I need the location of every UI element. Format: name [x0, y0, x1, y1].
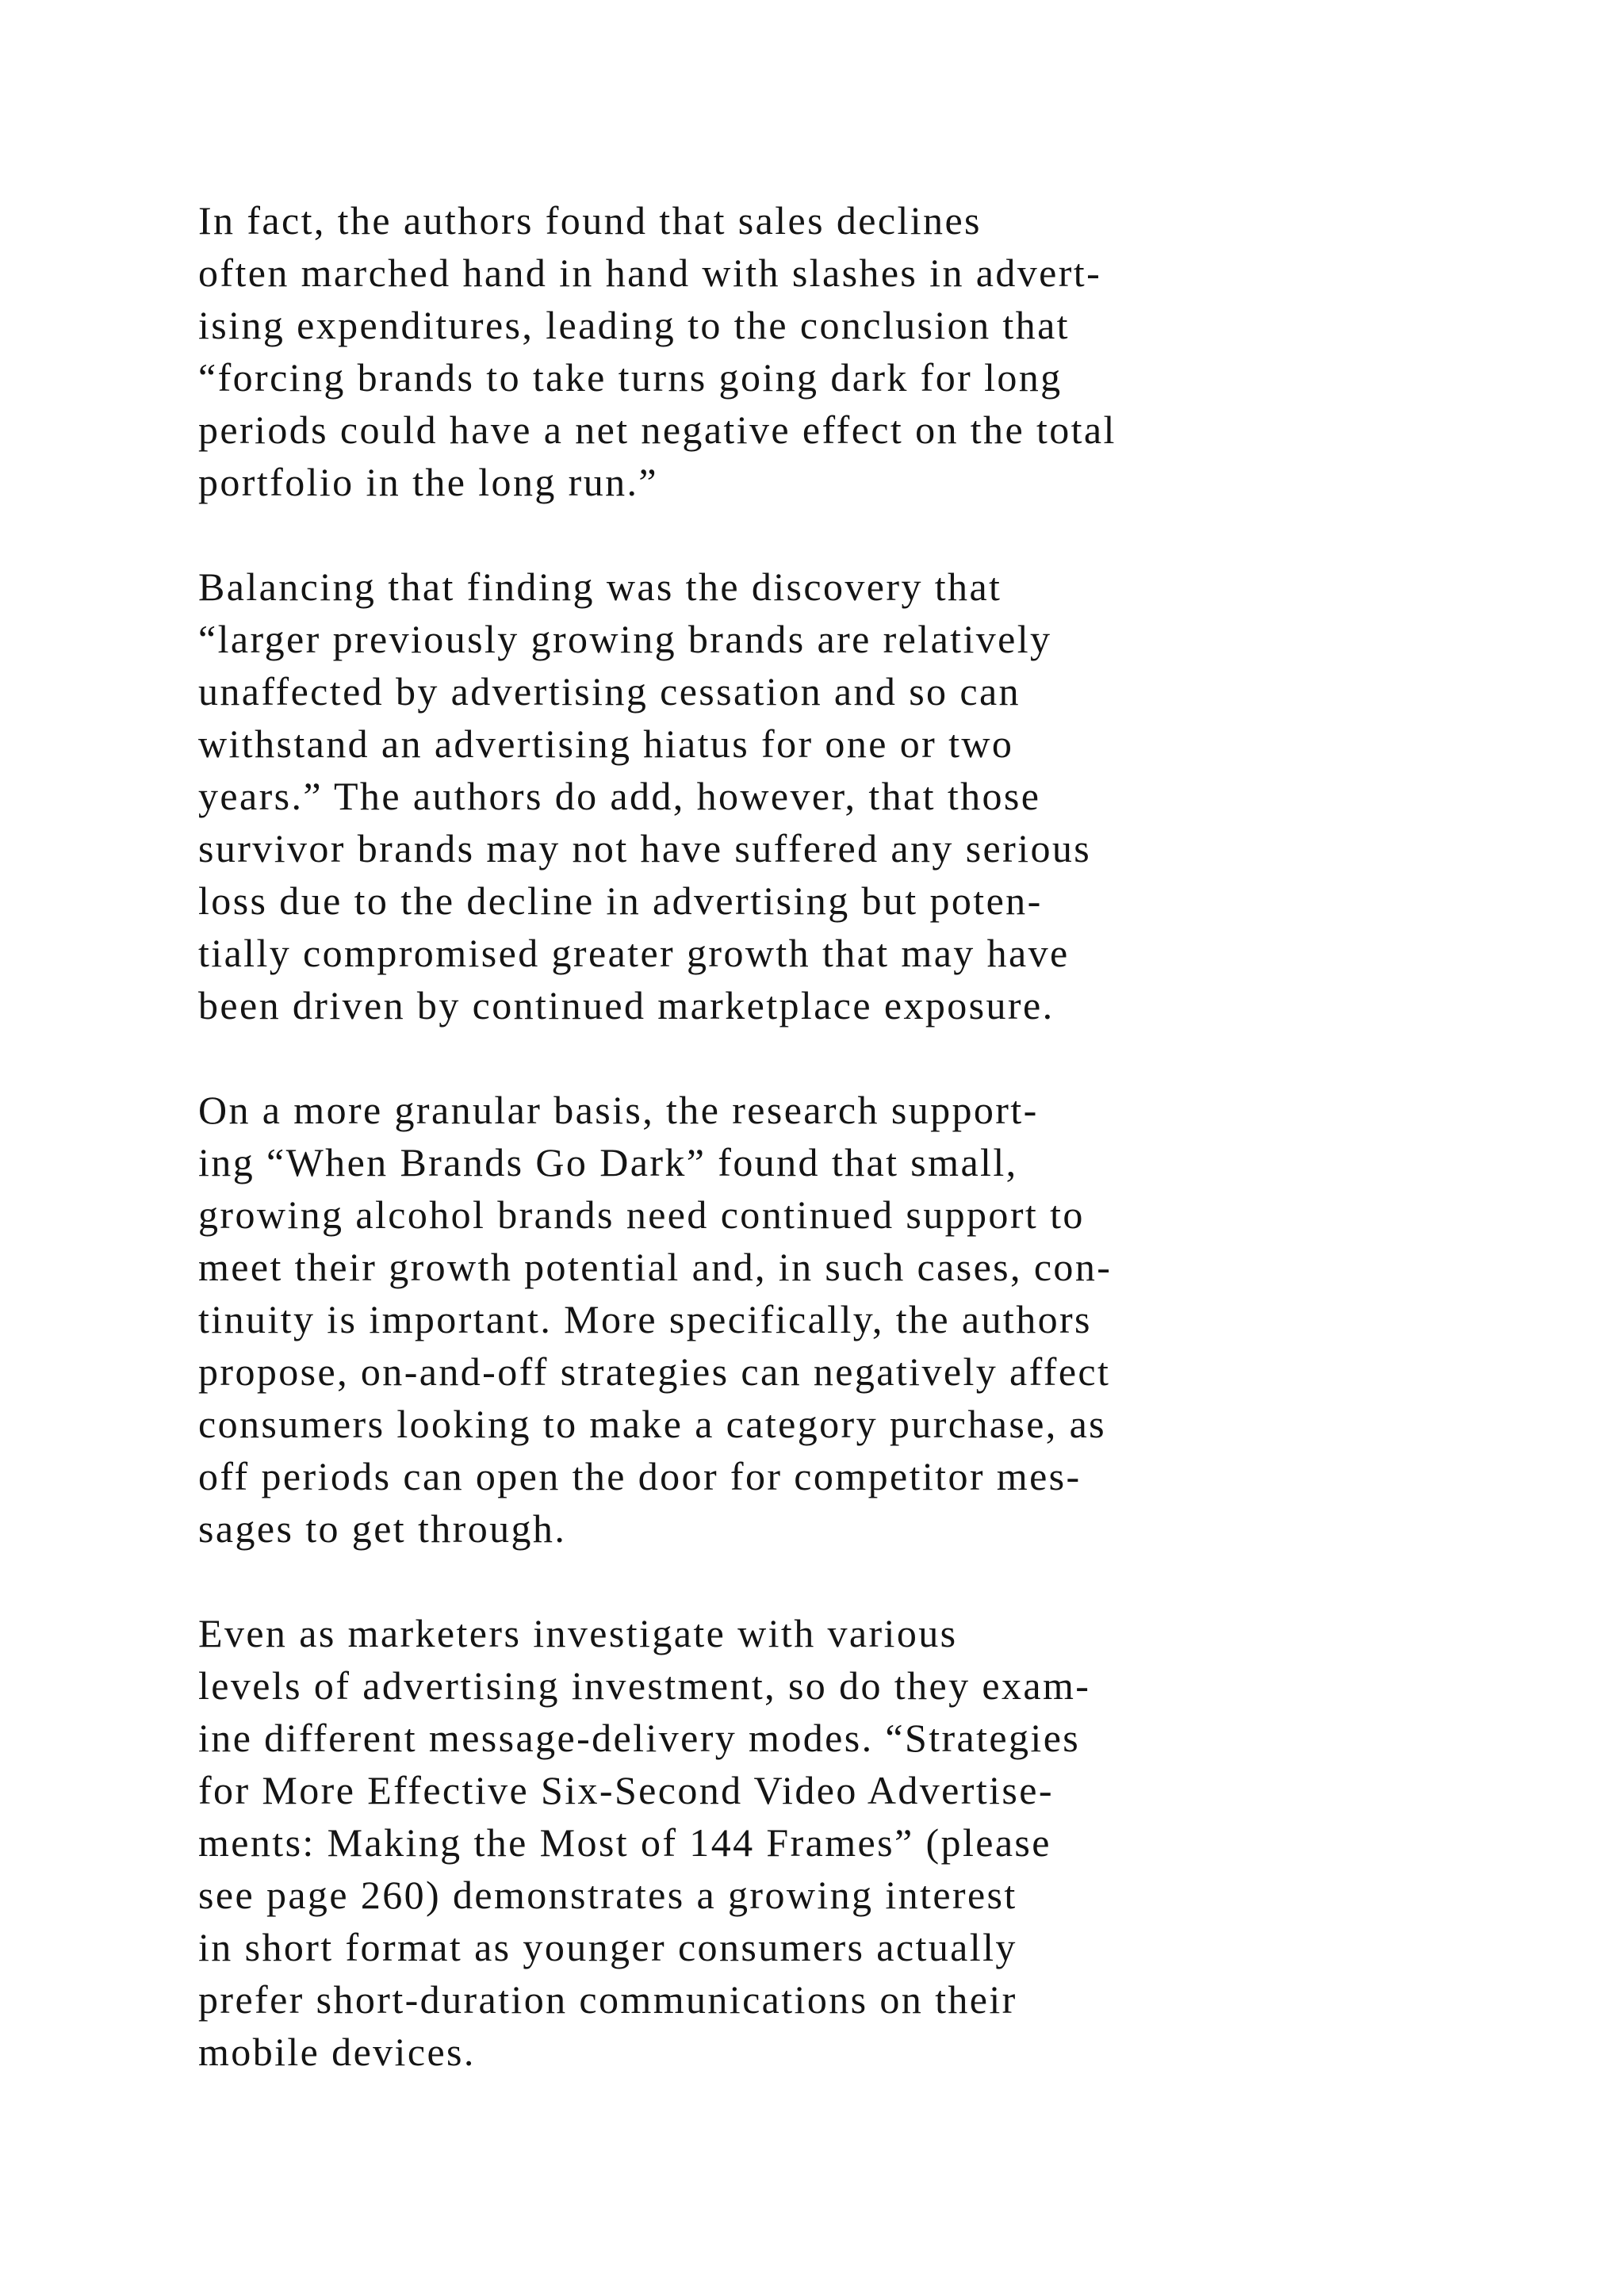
text-line: been driven by continued marketplace exposure.	[198, 983, 1055, 1027]
text-line: see page 260) demonstrates a growing interest	[198, 1873, 1017, 1917]
text-line: In fact, the authors found that sales declines	[198, 198, 982, 243]
text-line: often marched hand in hand with slashes in advert-	[198, 251, 1102, 295]
text-line: years.” The authors do add, however, that those	[198, 774, 1041, 818]
text-line: tially compromised greater growth that may have	[198, 931, 1070, 975]
paragraph-2	[198, 561, 1435, 1031]
text-line: periods could have a net negative effect on the total	[198, 408, 1116, 452]
text-line: levels of advertising investment, so do they exam-	[198, 1663, 1091, 1708]
paragraph-3	[198, 1084, 1435, 1555]
text-line: ising expenditures, leading to the conclusion that	[198, 303, 1070, 347]
text-line: for More Effective Six-Second Video Advertise-	[198, 1768, 1054, 1812]
text-line: “forcing brands to take turns going dark for long	[198, 355, 1063, 400]
text-line: propose, on-and-off strategies can negatively affect	[198, 1349, 1111, 1394]
text-line: mobile devices.	[198, 2030, 476, 2074]
paragraph-1	[198, 194, 1435, 508]
text-line: meet their growth potential and, in such cases, con-	[198, 1245, 1113, 1289]
text-line: survivor brands may not have suffered any serious	[198, 826, 1092, 871]
text-line: portfolio in the long run.”	[198, 460, 658, 504]
text-line: sages to get through.	[198, 1506, 567, 1551]
text-line: unaffected by advertising cessation and so can	[198, 669, 1021, 714]
text-line: ing “When Brands Go Dark” found that small,	[198, 1140, 1018, 1184]
text-line: off periods can open the door for competitor mes-	[198, 1454, 1082, 1498]
text-line: Balancing that finding was the discovery that	[198, 564, 1002, 609]
text-line: tinuity is important. More specifically, the authors	[198, 1297, 1092, 1341]
text-line: Even as marketers investigate with various	[198, 1611, 958, 1655]
text-line: ine different message-delivery modes. “Strategies	[198, 1716, 1081, 1760]
text-line: consumers looking to make a category purchase, as	[198, 1402, 1107, 1446]
text-line: withstand an advertising hiatus for one or two	[198, 721, 1014, 766]
text-line: ments: Making the Most of 144 Frames” (please	[198, 1820, 1051, 1865]
text-line: prefer short-duration communications on their	[198, 1977, 1017, 2022]
text-line: in short format as younger consumers actually	[198, 1925, 1017, 1969]
text-line: On a more granular basis, the research support-	[198, 1088, 1039, 1132]
text-line: “larger previously growing brands are relatively	[198, 617, 1052, 661]
article-body	[198, 194, 1435, 2130]
text-line: growing alcohol brands need continued support to	[198, 1192, 1085, 1237]
paragraph-4	[198, 1607, 1435, 2078]
text-line: loss due to the decline in advertising but poten-	[198, 878, 1043, 923]
